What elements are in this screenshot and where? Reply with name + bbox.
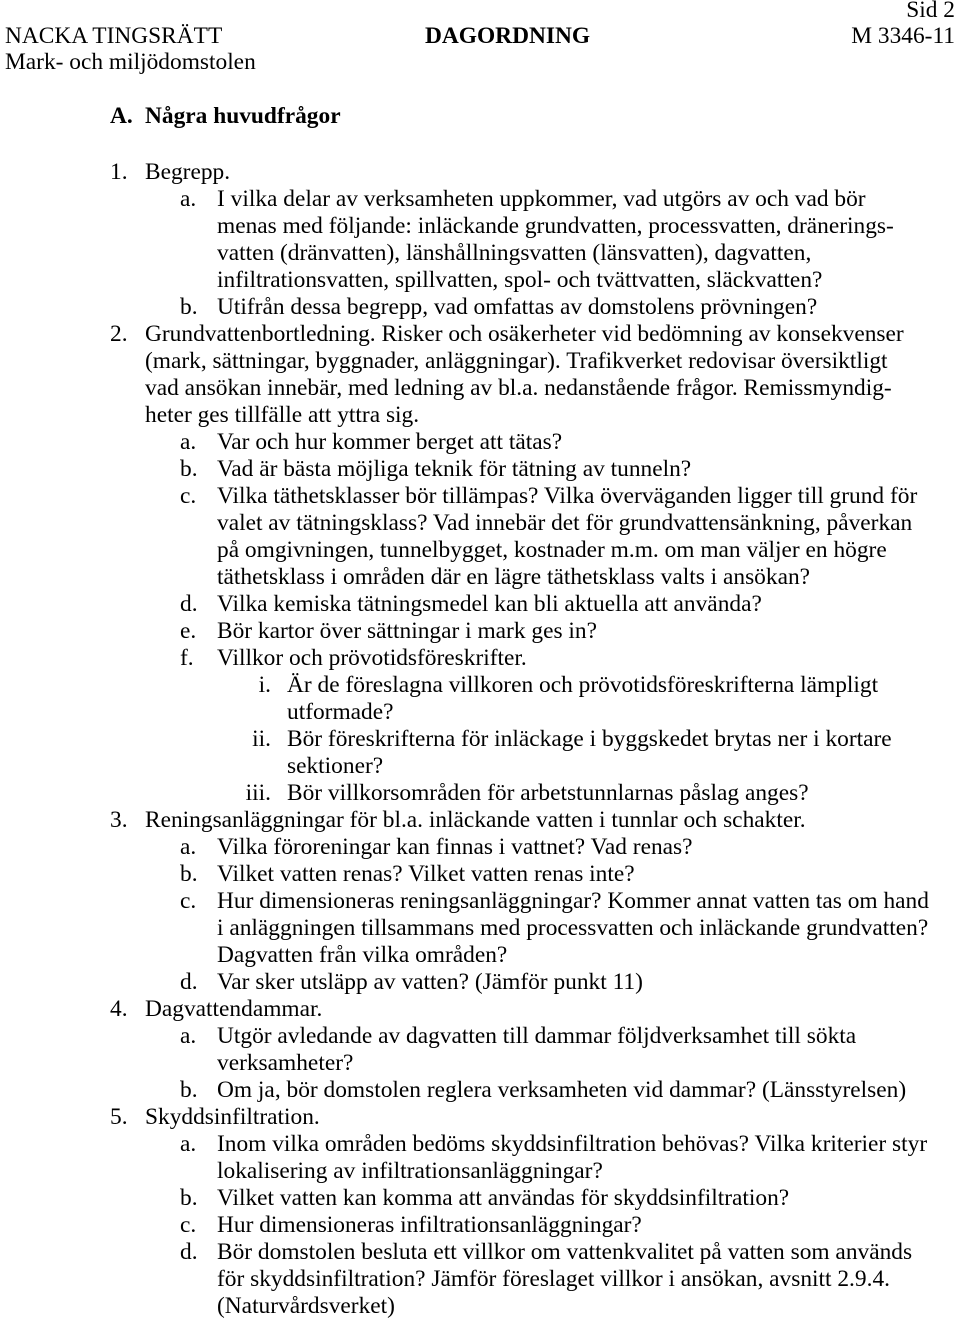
text-line: [0, 672, 960, 699]
item-text: Grundvattenbortledning. Risker och osäkerheter vid bedömning av konsekvenser: [145, 321, 904, 347]
text-line: [0, 456, 960, 483]
text-line: [0, 510, 960, 537]
sub-item-text: I vilka delar av verksamheten uppkommer, vad utgörs av och vad bör: [217, 186, 866, 212]
item-text: Begrepp.: [145, 159, 231, 185]
sub-item-text: täthetsklass i områden där en lägre täthetsklass valts i ansökan?: [217, 564, 811, 590]
sub-item-marker: a.: [180, 186, 197, 212]
sub-item-text: Vilka täthetsklasser bör tillämpas? Vilka överväganden ligger till grund för: [217, 483, 918, 509]
text-line: [0, 402, 960, 429]
sub-sub-item-text: Bör föreskrifterna för inläckage i byggskedet brytas ner i kortare: [287, 726, 892, 752]
text-line: [0, 294, 960, 321]
sub-item-text: Vilka kemiska tätningsmedel kan bli aktuella att använda?: [217, 591, 762, 617]
sub-item-marker: b.: [180, 456, 198, 482]
sub-sub-item-marker: ii.: [252, 726, 271, 752]
sub-item-text: Vilket vatten renas? Vilket vatten renas inte?: [217, 861, 635, 887]
sub-item-marker: c.: [180, 483, 197, 509]
agenda-item-3: [0, 807, 960, 996]
sub-item-marker: c.: [180, 1212, 197, 1238]
sub-item-marker: a.: [180, 1131, 197, 1157]
sub-sub-item-marker: iii.: [245, 780, 271, 806]
section-marker: A.: [110, 103, 133, 129]
agenda-item-5: [0, 1104, 960, 1320]
document-title: DAGORDNING: [425, 23, 591, 49]
sub-item-text: (Naturvårdsverket): [217, 1293, 395, 1319]
sub-item-text: verksamheter?: [217, 1050, 354, 1076]
sub-item-text: Var sker utsläpp av vatten? (Jämför punkt 11): [217, 969, 643, 995]
item-number: 1.: [110, 159, 128, 185]
sub-item-marker: b.: [180, 294, 198, 320]
item-text: Reningsanläggningar för bl.a. inläckande vatten i tunnlar och schakter.: [145, 807, 806, 833]
text-line: [0, 1104, 960, 1131]
text-line: [0, 1131, 960, 1158]
sub-item-marker: d.: [180, 969, 198, 995]
sub-item-marker: a.: [180, 1023, 197, 1049]
text-line: [0, 1266, 960, 1293]
sub-item-3b: [0, 861, 960, 888]
item-number: 3.: [110, 807, 128, 833]
item-text: Skyddsinfiltration.: [145, 1104, 320, 1130]
text-line: [0, 1023, 960, 1050]
text-line: [0, 1158, 960, 1185]
sub-sub-item-text: Är de föreslagna villkoren och prövotidsföreskrifterna lämpligt: [287, 672, 879, 698]
sub-item-5c: [0, 1212, 960, 1239]
sub-item-marker: f.: [180, 645, 194, 671]
item-number: 5.: [110, 1104, 128, 1130]
sub-sub-item-text: sektioner?: [287, 753, 384, 779]
sub-item-text: för skyddsinfiltration? Jämför föreslaget villkor i ansökan, avsnitt 2.9.4.: [217, 1266, 890, 1292]
sub-item-1b: [0, 294, 960, 321]
sub-item-text: vatten (dränvatten), länshållningsvatten (länsvatten), dagvatten,: [217, 240, 812, 266]
sub-item-text: Vad är bästa möjliga teknik för tätning av tunneln?: [217, 456, 692, 482]
sub-item-2b: [0, 456, 960, 483]
sub-item-4a: [0, 1023, 960, 1077]
item-text: heter ges tillfälle att yttra sig.: [145, 402, 420, 428]
text-line: [0, 483, 960, 510]
sub-item-5a: [0, 1131, 960, 1185]
sub-item-marker: d.: [180, 1239, 198, 1265]
sub-item-2e: [0, 618, 960, 645]
sub-item-5b: [0, 1185, 960, 1212]
sub-item-2a: [0, 429, 960, 456]
sub-item-marker: a.: [180, 429, 197, 455]
sub-item-marker: b.: [180, 1185, 198, 1211]
sub-item-text: Villkor och prövotidsföreskrifter.: [217, 645, 527, 671]
sub-item-text: Var och hur kommer berget att tätas?: [217, 429, 563, 455]
text-line: [0, 1050, 960, 1077]
sub-item-2f: [0, 645, 960, 807]
text-line: [0, 564, 960, 591]
text-line: [0, 186, 960, 213]
sub-item-text: Inom vilka områden bedöms skyddsinfiltration behövas? Vilka kriterier styr: [217, 1131, 928, 1157]
agenda-item-2: [0, 321, 960, 807]
sub-item-text: Bör kartor över sättningar i mark ges in?: [217, 618, 597, 644]
text-line: [0, 213, 960, 240]
sub-sub-item-text: Bör villkorsområden för arbetstunnlarnas påslag anges?: [287, 780, 809, 806]
sub-item-5d: [0, 1239, 960, 1320]
text-line: [0, 861, 960, 888]
text-line: [0, 321, 960, 348]
sub-item-text: Dagvatten från vilka områden?: [217, 942, 508, 968]
sub-item-text: Vilka föroreningar kan finnas i vattnet? Vad renas?: [217, 834, 693, 860]
text-line: [0, 267, 960, 294]
sub-item-text: Vilket vatten kan komma att användas för skyddsinfiltration?: [217, 1185, 790, 1211]
sub-item-marker: c.: [180, 888, 197, 914]
sub-item-marker: d.: [180, 591, 198, 617]
sub-item-text: på omgivningen, tunnelbygget, kostnader m.m. om man väljer en högre: [217, 537, 887, 563]
text-line: [0, 969, 960, 996]
sub-sub-item-2f-iii: [0, 780, 960, 807]
sub-item-text: Utifrån dessa begrepp, vad omfattas av domstolens prövningen?: [217, 294, 818, 320]
text-line: [0, 753, 960, 780]
text-line: [0, 240, 960, 267]
page-number: Sid 2: [906, 0, 955, 23]
text-line: [0, 807, 960, 834]
case-number: M 3346-11: [851, 23, 955, 49]
text-line: [0, 1293, 960, 1320]
text-line: [0, 780, 960, 807]
sub-item-text: Om ja, bör domstolen reglera verksamheten vid dammar? (Länsstyrelsen): [217, 1077, 907, 1103]
item-text: (mark, sättningar, byggnader, anläggningar). Trafikverket redovisar översiktligt: [145, 348, 888, 374]
text-line: [0, 618, 960, 645]
text-line: [0, 915, 960, 942]
sub-item-3d: [0, 969, 960, 996]
sub-item-text: Bör domstolen besluta ett villkor om vattenkvalitet på vatten som används: [217, 1239, 913, 1265]
sub-item-text: menas med följande: inläckande grundvatten, processvatten, dränerings-: [217, 213, 894, 239]
text-line: [0, 1185, 960, 1212]
section-heading: [0, 103, 960, 130]
text-line: [0, 159, 960, 186]
agenda-list: [0, 159, 960, 1320]
item-text: Dagvattendammar.: [145, 996, 323, 1022]
sub-item-3a: [0, 834, 960, 861]
text-line: [0, 537, 960, 564]
agenda-item-4: [0, 996, 960, 1104]
court-division: Mark- och miljödomstolen: [5, 49, 256, 75]
sub-item-text: infiltrationsvatten, spillvatten, spol- och tvättvatten, släckvatten?: [217, 267, 823, 293]
sub-item-text: lokalisering av infiltrationsanläggningar?: [217, 1158, 603, 1184]
agenda-item-1: [0, 159, 960, 321]
text-line: [0, 726, 960, 753]
sub-item-marker: b.: [180, 861, 198, 887]
sub-item-3c: [0, 888, 960, 969]
text-line: [0, 699, 960, 726]
item-text: vad ansökan innebär, med ledning av bl.a. nedanstående frågor. Remissmyndig-: [145, 375, 892, 401]
item-number: 4.: [110, 996, 128, 1022]
sub-item-text: Hur dimensioneras reningsanläggningar? Kommer annat vatten tas om hand: [217, 888, 929, 914]
item-number: 2.: [110, 321, 128, 347]
sub-sub-item-2f-i: [0, 672, 960, 726]
text-line: [0, 834, 960, 861]
sub-item-4b: [0, 1077, 960, 1104]
sub-item-text: i anläggningen tillsammans med processvatten och inläckande grundvatten?: [217, 915, 929, 941]
section-title: Några huvudfrågor: [145, 103, 341, 129]
court-name: NACKA TINGSRÄTT: [5, 23, 223, 49]
sub-item-marker: b.: [180, 1077, 198, 1103]
text-line: [0, 942, 960, 969]
sub-item-text: Hur dimensioneras infiltrationsanläggningar?: [217, 1212, 642, 1238]
sub-item-2c: [0, 483, 960, 591]
sub-sub-item-marker: i.: [258, 672, 271, 698]
sub-item-2d: [0, 591, 960, 618]
text-line: [0, 591, 960, 618]
sub-item-text: valet av tätningsklass? Vad innebär det för grundvattensänkning, påverkan: [217, 510, 913, 536]
text-line: [0, 645, 960, 672]
text-line: [0, 1239, 960, 1266]
text-line: [0, 375, 960, 402]
sub-item-text: Utgör avledande av dagvatten till dammar följdverksamhet till sökta: [217, 1023, 857, 1049]
text-line: [0, 1212, 960, 1239]
text-line: [0, 429, 960, 456]
text-line: [0, 348, 960, 375]
sub-sub-item-2f-ii: [0, 726, 960, 780]
sub-sub-item-text: utformade?: [287, 699, 394, 725]
text-line: [0, 1077, 960, 1104]
text-line: [0, 996, 960, 1023]
sub-item-marker: a.: [180, 834, 197, 860]
sub-item-1a: [0, 186, 960, 294]
text-line: [0, 888, 960, 915]
sub-item-marker: e.: [180, 618, 197, 644]
